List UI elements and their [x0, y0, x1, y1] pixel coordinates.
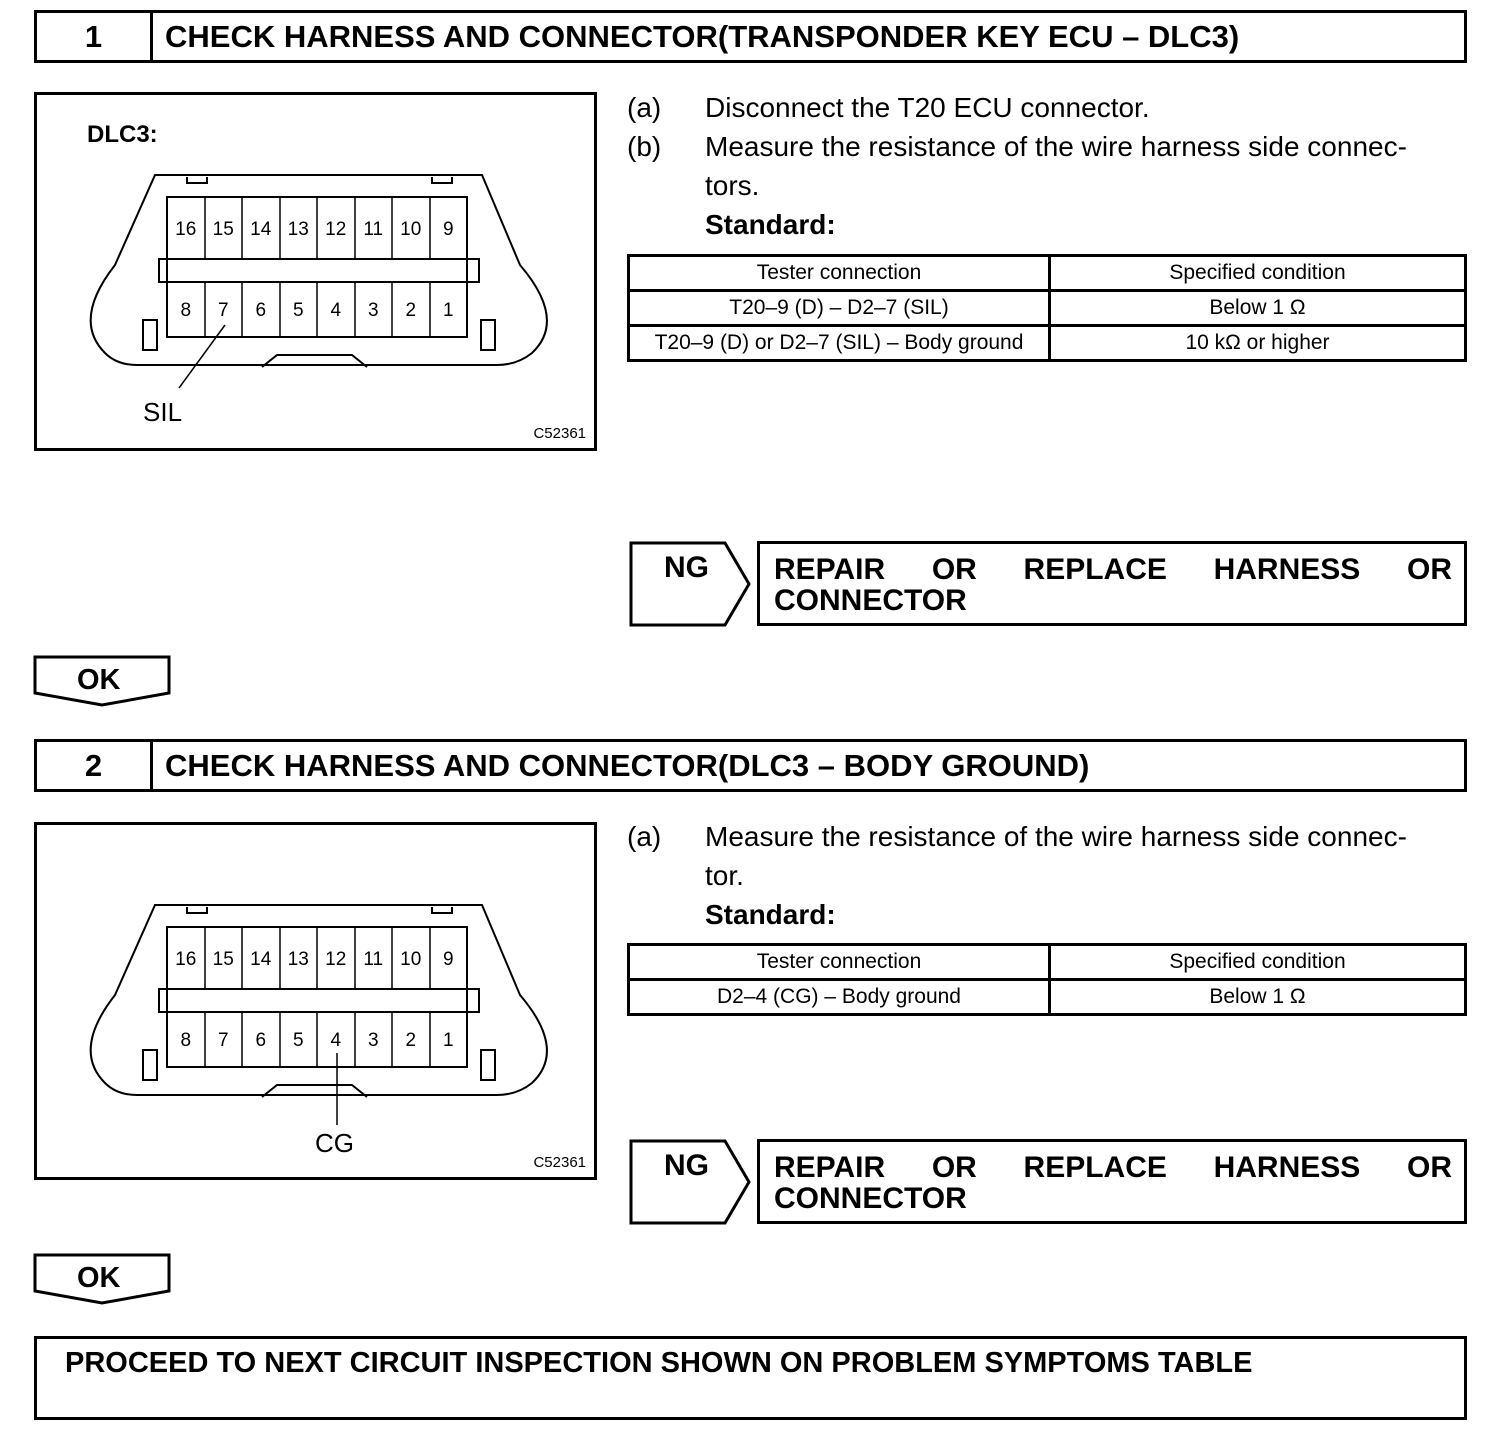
table-cell: T20–9 (D) – D2–7 (SIL) [629, 291, 1050, 326]
pin: 9 [442, 949, 454, 970]
pin: 16 [175, 219, 197, 240]
pin: 10 [400, 949, 422, 970]
pin-row-bottom [167, 1030, 467, 1052]
ng-word: HARNESS [1213, 1151, 1361, 1184]
pin: 7 [217, 1030, 229, 1051]
step1-spec-table [627, 254, 1467, 362]
pin: 15 [212, 219, 234, 240]
instruction-label: (a) [627, 92, 662, 123]
pin: 8 [180, 1030, 192, 1051]
pin: 5 [292, 300, 304, 321]
step2-figure [34, 822, 597, 1180]
pin: 14 [250, 219, 272, 240]
pin: 2 [405, 300, 417, 321]
standard-label: Standard: [705, 899, 836, 930]
ng-word: REPLACE [1023, 553, 1167, 586]
pin: 4 [330, 300, 342, 321]
table-cell: T20–9 (D) or D2–7 (SIL) – Body ground [629, 326, 1050, 361]
step1-number: 1 [37, 13, 153, 60]
ng-word: HARNESS [1213, 553, 1361, 586]
table-cell: Below 1 Ω [1050, 980, 1466, 1015]
ng-word: CONNECTOR [774, 584, 967, 617]
table-header: Specified condition [1050, 256, 1466, 291]
pin: 14 [250, 949, 272, 970]
instruction-text: Disconnect the T20 ECU connector. [705, 92, 1150, 123]
final-action-text: PROCEED TO NEXT CIRCUIT INSPECTION SHOWN ON PROBLEM SYMPTOMS TABLE [65, 1347, 1253, 1379]
table-header: Tester connection [629, 945, 1050, 980]
instruction-text-continued: tors. [705, 170, 760, 201]
instruction-a [627, 817, 1467, 856]
pin: 3 [367, 1030, 379, 1051]
step1-ng-action [757, 541, 1467, 626]
instruction-text-continued: tor. [705, 860, 744, 891]
pin: 1 [442, 300, 454, 321]
step2-header [34, 739, 1467, 792]
step1-ng-label: NG [664, 551, 709, 584]
step1-figure [34, 92, 597, 451]
pin: 13 [287, 219, 309, 240]
pin: 11 [363, 219, 384, 240]
instruction-label: (b) [627, 131, 662, 162]
pin: 12 [325, 219, 347, 240]
pin: 12 [325, 949, 347, 970]
step1-instructions [627, 88, 1467, 244]
table-header-row [629, 945, 1466, 980]
ng-word: OR [931, 553, 977, 586]
ng-word: OR [1407, 1151, 1452, 1184]
pin: 15 [212, 949, 234, 970]
ng-word: REPLACE [1023, 1151, 1167, 1184]
pin: 7 [217, 300, 229, 321]
pin: 4 [330, 1030, 342, 1051]
pin: 8 [180, 300, 192, 321]
table-cell: Below 1 Ω [1050, 291, 1466, 326]
step1-ok-label: OK [77, 664, 121, 696]
ng-word: REPAIR [774, 1151, 886, 1184]
table-row [629, 980, 1466, 1015]
pin-row-top [167, 949, 467, 971]
table-cell: D2–4 (CG) – Body ground [629, 980, 1050, 1015]
step2-ng-label: NG [664, 1149, 709, 1182]
step2-spec-table [627, 943, 1467, 1016]
pin: 16 [175, 949, 197, 970]
ng-word: REPAIR [774, 553, 886, 586]
step2-title: CHECK HARNESS AND CONNECTOR(DLC3 – BODY GROUND) [165, 747, 1090, 783]
step1-header [34, 10, 1467, 63]
pin: 5 [292, 1030, 304, 1051]
step2-ok-label: OK [77, 1262, 121, 1294]
table-header: Tester connection [629, 256, 1050, 291]
pin: 9 [442, 219, 454, 240]
pin-row-bottom [167, 300, 467, 322]
instruction-label: (a) [627, 821, 662, 852]
instruction-b [627, 127, 1467, 166]
pin: 13 [287, 949, 309, 970]
table-row [629, 291, 1466, 326]
instruction-a [627, 88, 1467, 127]
step1-title: CHECK HARNESS AND CONNECTOR(TRANSPONDER KEY ECU – DLC3) [165, 18, 1240, 54]
pin: 11 [363, 949, 384, 970]
pin: 6 [255, 300, 267, 321]
ng-word: CONNECTOR [774, 1182, 967, 1215]
table-header-row [629, 256, 1466, 291]
pin: 1 [442, 1030, 454, 1051]
instruction-text: Measure the resistance of the wire harness side connec- [705, 131, 1407, 162]
table-row [629, 326, 1466, 361]
final-action-box [34, 1336, 1467, 1420]
pin: 10 [400, 219, 422, 240]
table-cell: 10 kΩ or higher [1050, 326, 1466, 361]
step2-number: 2 [37, 742, 153, 789]
instruction-text: Measure the resistance of the wire harness side connec- [705, 821, 1407, 852]
pin-row-top [167, 219, 467, 241]
cg-callout-label: CG [315, 1128, 354, 1158]
pin: 3 [367, 300, 379, 321]
pin: 6 [255, 1030, 267, 1051]
standard-label: Standard: [705, 209, 836, 240]
figure-code: C52361 [533, 1154, 586, 1171]
ng-word: OR [1407, 553, 1452, 586]
pin: 2 [405, 1030, 417, 1051]
step2-ng-action [757, 1139, 1467, 1224]
sil-callout-line [179, 325, 225, 388]
step2-instructions [627, 817, 1467, 934]
dlc3-label: DLC3: [87, 121, 158, 148]
dlc3-connector-diagram [37, 825, 594, 1177]
sil-callout-label: SIL [143, 397, 183, 427]
table-header: Specified condition [1050, 945, 1466, 980]
figure-code: C52361 [533, 425, 586, 442]
ng-word: OR [931, 1151, 977, 1184]
